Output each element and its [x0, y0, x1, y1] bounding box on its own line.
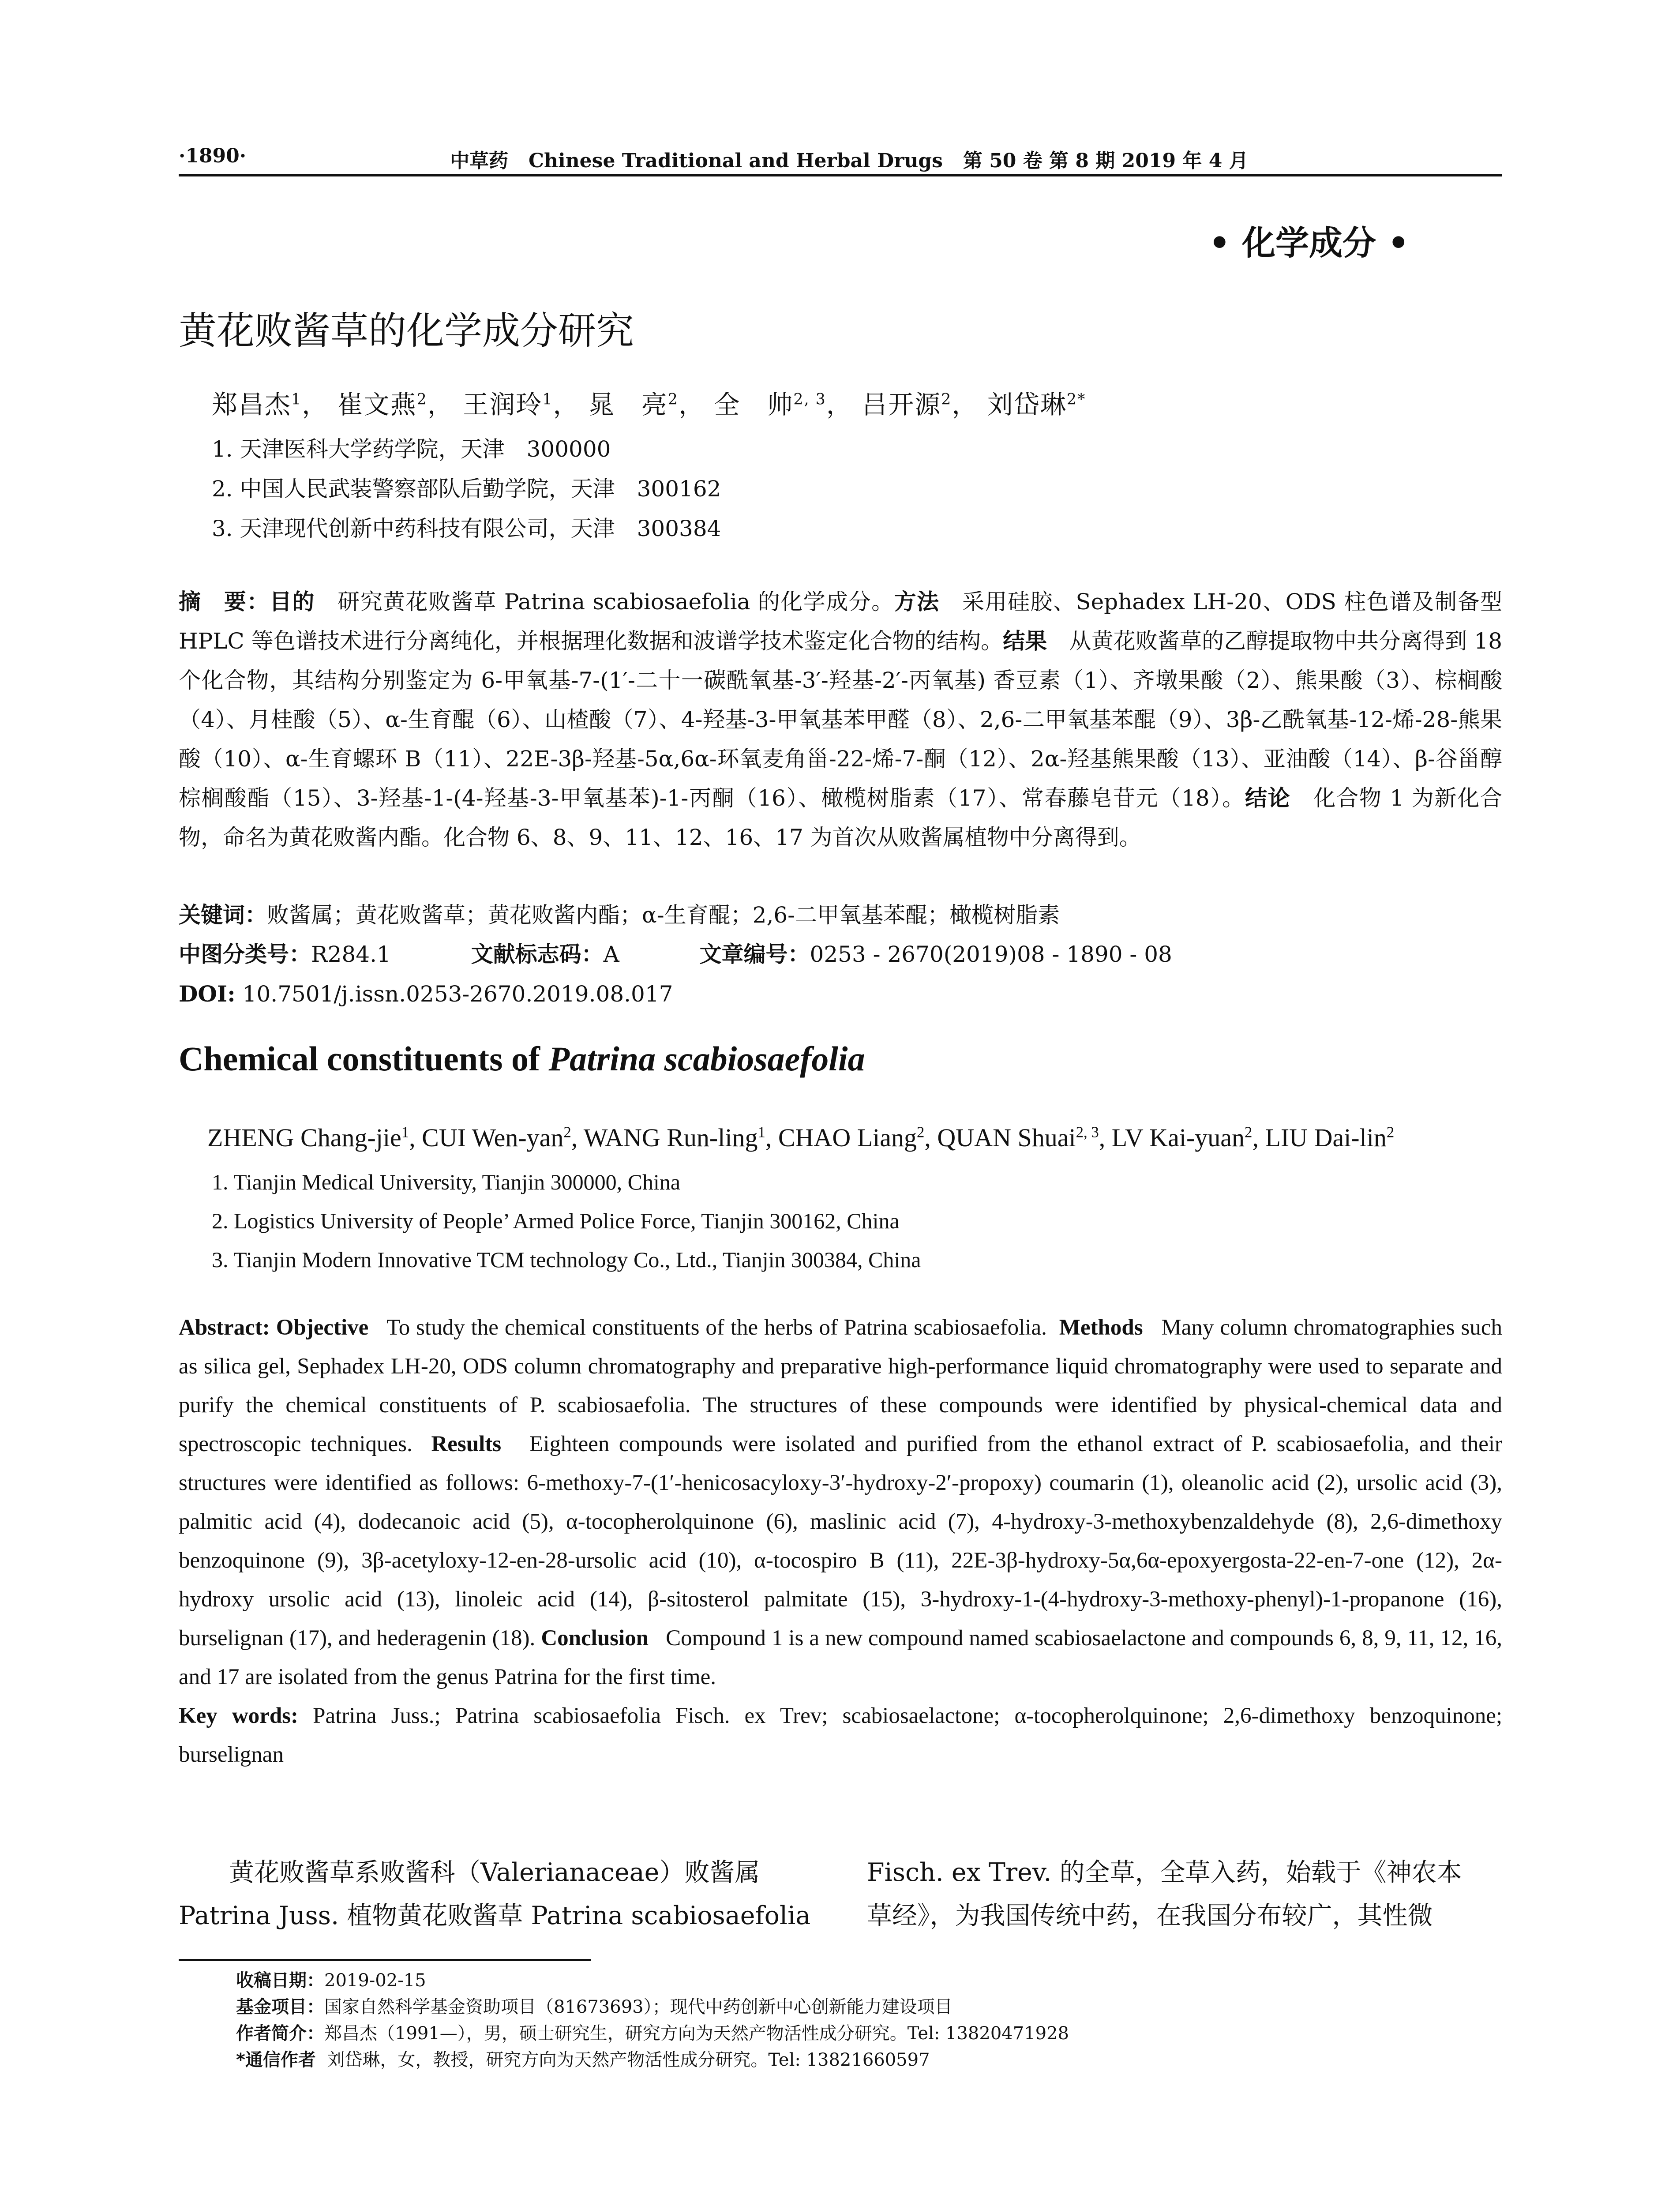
clc-label: 中图分类号：	[179, 942, 311, 967]
methods-text-en: Many column chromatographies such as silica gel, Sephadex LH-20, ODS column chromatography and preparative high-performance liquid chromatography were used to separate and purify the chemical constituents of P. scabiosaefolia. The structures of these compounds were identified by physical-chemical data and spectroscopic techniques.	[179, 1315, 1503, 1456]
results-label-cn: 结果	[1003, 628, 1047, 654]
journal-name-cn: 中草药	[450, 150, 508, 172]
abstract-label-en: Abstract:	[179, 1315, 270, 1340]
abstract-en-body	[179, 1308, 1502, 1696]
objective-text-cn: 研究黄花败酱草 Patrina scabiosaefolia 的化学成分。	[338, 589, 894, 615]
keywords-text-en: Patrina Juss.; Patrina scabiosaefolia Fisch. ex Trev; scabiosaelactone; α-tocopherolquinone; 2,6-dimethoxy benzoquinone; burselignan	[179, 1703, 1502, 1767]
author-sup: 2	[941, 390, 952, 409]
body-left-line1: 黄花败酱草系败酱科（Valerianaceae）败酱属	[229, 1858, 760, 1887]
body-column-right	[867, 1851, 1502, 1937]
affiliation-en-1: 1. Tianjin Medical University, Tianjin 300000, China	[212, 1170, 681, 1194]
author-sup: 2	[563, 1123, 571, 1141]
conclusion-text-cn: 化合物 1 为新化合物，命名为黄花败酱内酯。化合物 6、8、9、11、12、16、17 为首次从败酱属植物中分离得到。	[179, 785, 1503, 850]
author-sup: 2	[1245, 1123, 1252, 1141]
authors-en: ZHENG Chang-jie$^1$, CUI Wen-yan$^2$, WANG Run-ling$^1$, CHAO Liang$^2$, QUAN Shuai$^{2, 3}$, LV Kai-yuan$^2$, LIU Dai-lin$^2$	[207, 1123, 1395, 1152]
methods-text-cn: 采用硅胶、Sephadex LH-20、ODS 柱色谱及制备型 HPLC 等色谱技术进行分离纯化，并根据理化数据和波谱学技术鉴定化合物的结构。	[179, 589, 1503, 654]
author-sup: 2	[1386, 1123, 1395, 1141]
affiliation-cn-3: 3. 天津现代创新中药科技有限公司，天津 300384	[212, 516, 721, 541]
article-no-value: 0253 - 2670(2019)08 - 1890 - 08	[810, 942, 1172, 967]
author-en: LIU Dai-lin	[1265, 1123, 1387, 1152]
journal-line	[450, 145, 1249, 173]
title-en	[179, 1039, 865, 1079]
author-sup: 2	[917, 1123, 925, 1141]
author-en: LV Kai-yuan	[1111, 1123, 1245, 1152]
author-cn: 郑昌杰	[212, 390, 292, 420]
doc-code-label: 文献标志码：	[471, 942, 604, 967]
body-left-line2: Patrina Juss. 植物黄花败酱草 Patrina scabiosaefolia	[179, 1901, 811, 1930]
body-right-line1: Fisch. ex Trev. 的全草，全草入药，始载于《神农本	[867, 1858, 1462, 1887]
author-en: WANG Run-ling	[583, 1123, 758, 1152]
author-sup: 2	[668, 390, 679, 409]
author-cn: 崔文燕	[337, 390, 417, 420]
author-cn: 晁 亮	[588, 390, 668, 420]
conclusion-label-en: Conclusion	[541, 1626, 649, 1651]
results-text-cn: 从黄花败酱草的乙醇提取物中共分离得到 18 个化合物，其结构分别鉴定为 6-甲氧基-7-(1′-二十一碳酰氧基-3′-羟基-2′-丙氧基) 香豆素（1）、齐墩果酸（2）、熊果酸（3）、棕榈酸（4）、月桂酸（5）、α-生育醌（6）、山楂酸（7）、4-羟基-3-甲氧基苯甲醛（8）、2,6-二甲氧基苯醌（9）、3β-乙酰氧基-12-烯-28-熊果酸（10）、α-生育螺环 B（11）、22E-3β-羟基-5α,6α-环氧麦角甾-22-烯-7-酮（12）、2α-羟基熊果酸（13）、亚油酸（14）、β-谷甾醇棕榈酸酯（15）、3-羟基-1-(4-羟基-3-甲氧基苯)-1-丙酮（16）、橄榄树脂素（17）、常春藤皂苷元（18）。	[179, 628, 1503, 811]
objective-text-en: To study the chemical constituents of the herbs of Patrina scabiosaefolia.	[386, 1315, 1047, 1340]
objective-label-en: Objective	[276, 1315, 369, 1340]
author-en: ZHENG Chang-jie	[207, 1123, 401, 1152]
affiliation-cn-2: 2. 中国人民武装警察部队后勤学院，天津 300162	[212, 476, 721, 502]
affiliation-cn-1: 1. 天津医科大学药学院，天津 300000	[212, 436, 611, 462]
fund-value: 国家自然科学基金资助项目（81673693）；现代中药创新中心创新能力建设项目	[324, 1997, 952, 2017]
author-bio-label: 作者简介：	[236, 2023, 324, 2044]
article-no-label: 文章编号：	[699, 942, 810, 967]
journal-name-en: Chinese Traditional and Herbal Drugs	[528, 150, 943, 172]
results-text-en: Eighteen compounds were isolated and purified from the ethanol extract of P. scabiosaefolia, and their structures were identified as follows: 6-methoxy-7-(1′-henicosacyloxy-3′-hydroxy-2′-propoxy) coumarin (1), oleanolic acid (2), ursolic acid (3), palmitic acid (4), dodecanoic acid (5), α-tocopherolquinone (6), maslinic acid (7), 4-hydroxy-3-methoxybenzaldehyde (8), 2,6-dimethoxy benzoquinone (9), 3β-acetyloxy-12-en-28-ursolic acid (10), α-tocospiro B (11), 22E-3β-hydroxy-5α,6α-epoxyergosta-22-en-7-one (12), 2α-hydroxy ursolic acid (13), linoleic acid (14), β-sitosterol palmitate (15), 3-hydroxy-1-(4-hydroxy-3-methoxy-phenyl)-1-propanone (16), burselignan (17), and hederagenin (18).	[179, 1432, 1503, 1651]
title-en-prefix: Chemical constituents of	[179, 1039, 549, 1078]
received-label: 收稿日期：	[236, 1970, 324, 1991]
doc-code-value: A	[603, 942, 619, 967]
affiliation-en-3: 3. Tianjin Modern Innovative TCM technology Co., Ltd., Tianjin 300384, China	[212, 1247, 921, 1272]
keywords-label-cn: 关键词：	[179, 902, 267, 928]
keywords-cn	[179, 896, 1502, 935]
corresponding-label: *通信作者	[236, 2050, 316, 2070]
doi-line	[179, 974, 1502, 1014]
keywords-label-en: Key words:	[179, 1703, 299, 1728]
journal-issue: 第 50 卷 第 8 期 2019 年 4 月	[963, 150, 1249, 172]
footnote-author	[236, 2021, 1069, 2046]
doi-value: 10.7501/j.issn.0253-2670.2019.08.017	[242, 981, 673, 1007]
doi-label: DOI:	[179, 981, 236, 1007]
abstract-en	[179, 1308, 1502, 1774]
author-sup: 2*	[1066, 390, 1086, 409]
title-en-species: Patrina scabiosaefolia	[548, 1039, 865, 1078]
conclusion-text-en: Compound 1 is a new compound named scabiosaelactone and compounds 6, 8, 9, 11, 12, 16, and 17 are isolated from the genus Patrina for the first time.	[179, 1626, 1503, 1689]
author-sup: 2, 3	[793, 390, 826, 409]
authors-cn: 郑昌杰$^1$， 崔文燕$^2$， 王润玲$^1$， 晁 亮$^2$， 全 帅$^{2, 3}$， 吕开源$^2$， 刘岱琳$^{2*}$	[212, 390, 1086, 420]
author-bio-value: 郑昌杰（1991—），男，硕士研究生，研究方向为天然产物活性成分研究。Tel: 13820471928	[324, 2023, 1069, 2044]
methods-label-cn: 方法	[894, 589, 940, 615]
author-sup: 2	[416, 390, 428, 409]
running-header	[179, 142, 1502, 172]
author-sup: 2, 3	[1076, 1123, 1099, 1141]
footnote-received	[236, 1968, 426, 1993]
results-label-en: Results	[431, 1432, 502, 1456]
author-cn: 全 帅	[714, 390, 794, 420]
author-sup: 1	[542, 390, 553, 409]
footnote-corresponding	[236, 2047, 930, 2073]
footnote-fund	[236, 1994, 952, 2020]
objective-label-cn: 目的	[269, 589, 315, 615]
body-column-left	[179, 1851, 814, 1937]
keywords-block-cn	[179, 896, 1502, 1014]
header-rule	[179, 174, 1502, 176]
received-value: 2019-02-15	[324, 1970, 426, 1991]
methods-label-en: Methods	[1059, 1315, 1143, 1340]
author-sup: 1	[291, 390, 302, 409]
author-sup: 1	[758, 1123, 765, 1141]
keywords-text-cn: 败酱属；黄花败酱草；黄花败酱内酯；α-生育醌；2,6-二甲氧基苯醌；橄榄树脂素	[267, 902, 1060, 928]
keywords-en	[179, 1696, 1502, 1774]
clc-value: R284.1	[311, 942, 391, 967]
page-number: ·1890·	[179, 145, 247, 167]
title-cn: 黄花败酱草的化学成分研究	[179, 309, 634, 353]
fund-label: 基金项目：	[236, 1997, 324, 2017]
author-cn: 吕开源	[862, 390, 941, 420]
affiliation-en-2: 2. Logistics University of People’ Armed Police Force, Tianjin 300162, China	[212, 1208, 900, 1233]
author-sup: 1	[401, 1123, 409, 1141]
author-en: QUAN Shuai	[937, 1123, 1076, 1152]
abstract-cn	[179, 582, 1502, 857]
section-tag: • 化学成分 •	[1209, 223, 1410, 263]
footnote-rule	[179, 1959, 591, 1961]
author-cn: 刘岱琳	[987, 390, 1067, 420]
author-en: CUI Wen-yan	[422, 1123, 564, 1152]
abstract-label-cn: 摘 要：	[179, 589, 270, 615]
corresponding-value: 刘岱琳，女，教授，研究方向为天然产物活性成分研究。Tel: 13821660597	[327, 2050, 930, 2070]
classification-line	[179, 935, 1502, 974]
author-en: CHAO Liang	[778, 1123, 917, 1152]
conclusion-label-cn: 结论	[1245, 785, 1291, 811]
body-right-line2: 草经》，为我国传统中药，在我国分布较广，其性微	[867, 1901, 1433, 1930]
author-cn: 王润玲	[463, 390, 543, 420]
